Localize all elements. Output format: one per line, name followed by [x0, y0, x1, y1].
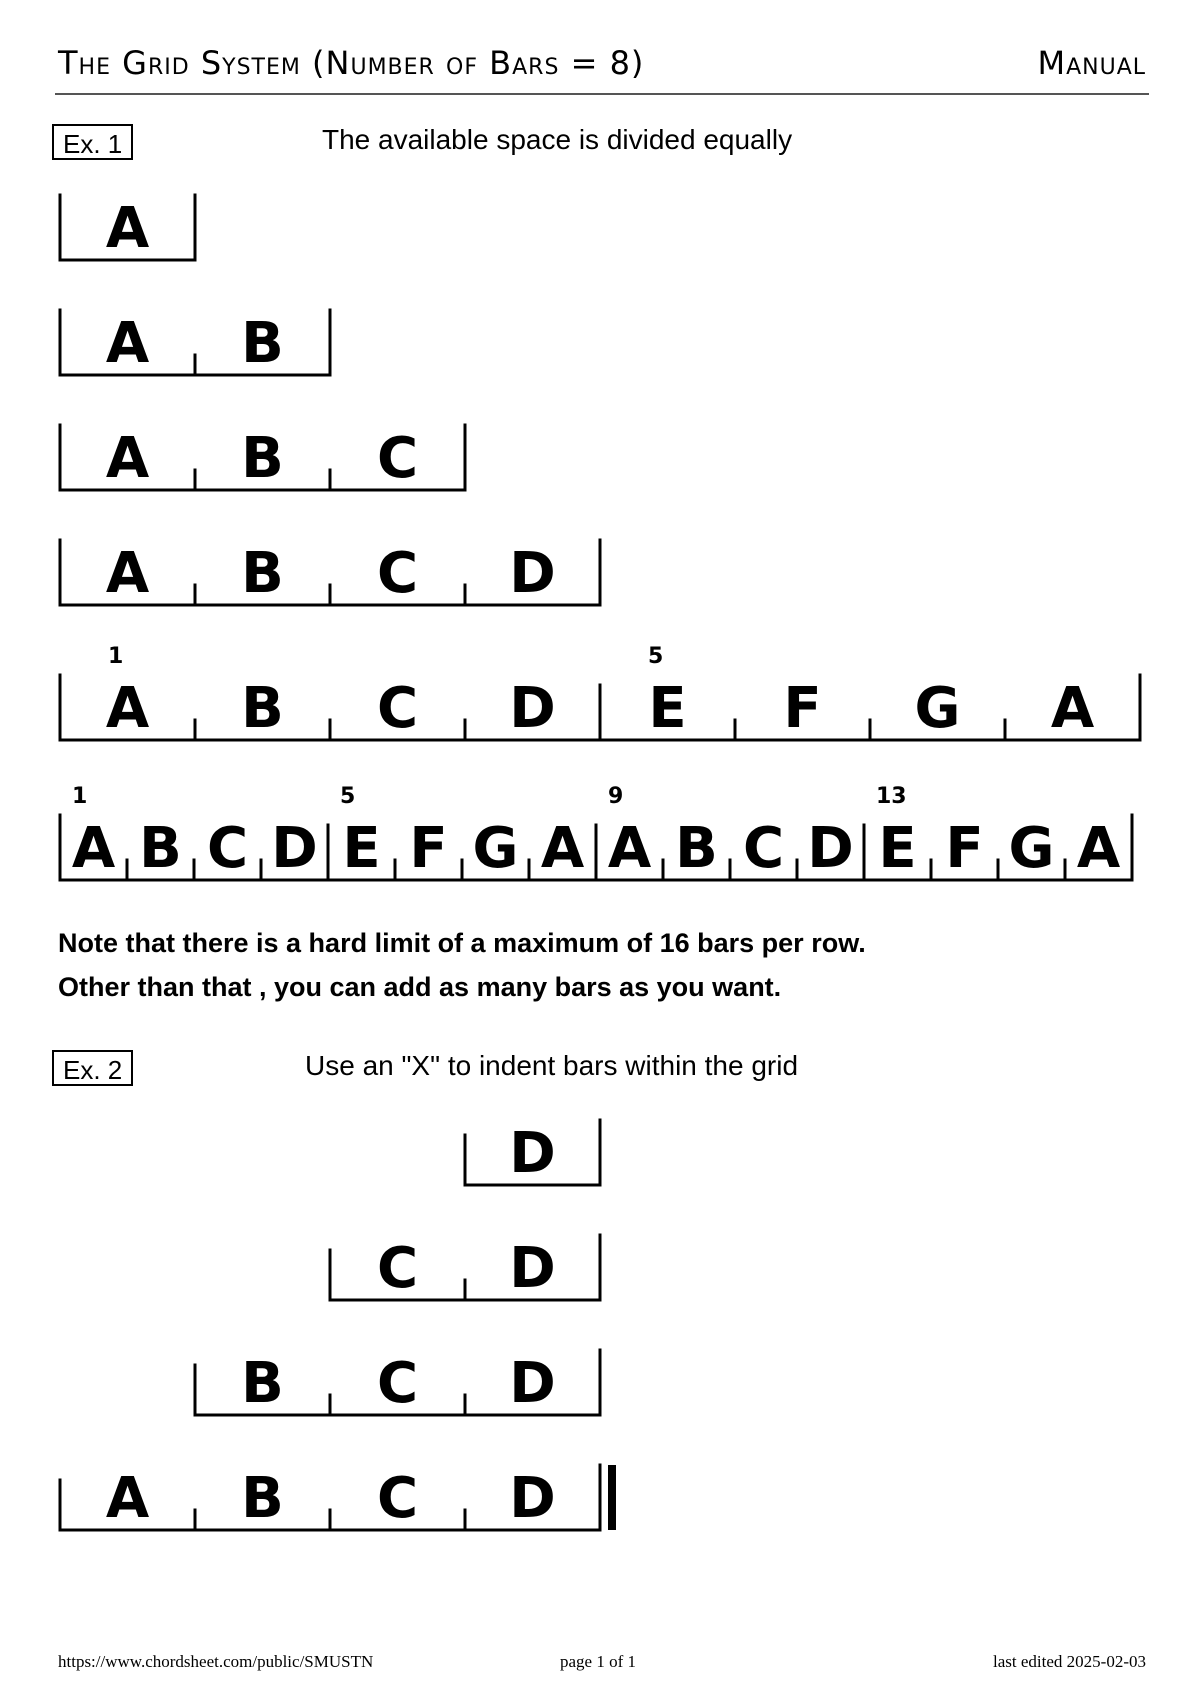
footer-last-edited: last edited 2025-02-03: [993, 1652, 1146, 1671]
example-2-caption: Use an "X" to indent bars within the grid: [305, 1050, 799, 1081]
bar-number: 1: [72, 784, 88, 809]
note-line-2: Other than that , you can add as many bars as you want.: [58, 972, 782, 1002]
chord-symbol: B: [139, 816, 182, 881]
chord-symbol: A: [105, 426, 150, 491]
chord-symbol: C: [206, 816, 249, 881]
chord-symbol: B: [675, 816, 718, 881]
page-title: The Grid System (Number of Bars = 8): [58, 44, 645, 82]
header-manual-label: Manual: [1037, 44, 1146, 82]
chord-symbol: B: [241, 541, 284, 606]
chord-symbol: F: [783, 676, 822, 741]
chord-symbol: E: [648, 676, 687, 741]
chord-symbol: D: [807, 816, 854, 881]
chord-symbol: D: [509, 676, 556, 741]
chord-symbol: C: [376, 1466, 419, 1531]
chord-symbol: D: [509, 1236, 556, 1301]
chord-symbol: B: [241, 1351, 284, 1416]
example-2-label: Ex. 2: [52, 1050, 133, 1086]
bar-number: 5: [340, 784, 356, 809]
chord-symbol: B: [241, 1466, 284, 1531]
chord-symbol: C: [376, 426, 419, 491]
chord-symbol: A: [607, 816, 652, 881]
chord-symbol: C: [376, 1351, 419, 1416]
chord-symbol: C: [376, 676, 419, 741]
chord-symbol: A: [540, 816, 585, 881]
final-barline: [608, 1465, 616, 1530]
chord-symbol: G: [1008, 816, 1055, 881]
bar-number: 9: [608, 784, 624, 809]
chord-symbol: B: [241, 311, 284, 376]
chord-symbol: D: [509, 541, 556, 606]
chord-symbol: A: [1050, 676, 1095, 741]
chord-symbol: G: [472, 816, 519, 881]
chord-symbol: A: [105, 541, 150, 606]
bar-number: 1: [108, 644, 124, 669]
chord-symbol: D: [509, 1466, 556, 1531]
chord-symbol: A: [105, 196, 150, 261]
chord-symbol: D: [509, 1351, 556, 1416]
chord-symbol: A: [1076, 816, 1121, 881]
footer-url[interactable]: https://www.chordsheet.com/public/SMUSTN: [58, 1652, 374, 1671]
chord-symbol: B: [241, 426, 284, 491]
chord-symbol: A: [105, 1466, 150, 1531]
chord-symbol: F: [945, 816, 984, 881]
bar-number: 5: [648, 644, 664, 669]
chord-symbol: E: [878, 816, 917, 881]
chord-symbol: F: [409, 816, 448, 881]
bar-number: 13: [876, 784, 907, 809]
chord-symbol: D: [271, 816, 318, 881]
chord-symbol: E: [342, 816, 381, 881]
chord-symbol: A: [105, 311, 150, 376]
chord-symbol: C: [376, 1236, 419, 1301]
footer-page-number: page 1 of 1: [560, 1652, 637, 1671]
chord-symbol: C: [742, 816, 785, 881]
example-1-label: Ex. 1: [52, 124, 133, 160]
note-line-1: Note that there is a hard limit of a maximum of 16 bars per row.: [58, 928, 866, 958]
chord-symbol: G: [914, 676, 961, 741]
chord-symbol: A: [71, 816, 116, 881]
chord-symbol: C: [376, 541, 419, 606]
chord-symbol: B: [241, 676, 284, 741]
chord-symbol: D: [509, 1121, 556, 1186]
example-1-caption: The available space is divided equally: [322, 124, 793, 155]
chord-symbol: A: [105, 676, 150, 741]
